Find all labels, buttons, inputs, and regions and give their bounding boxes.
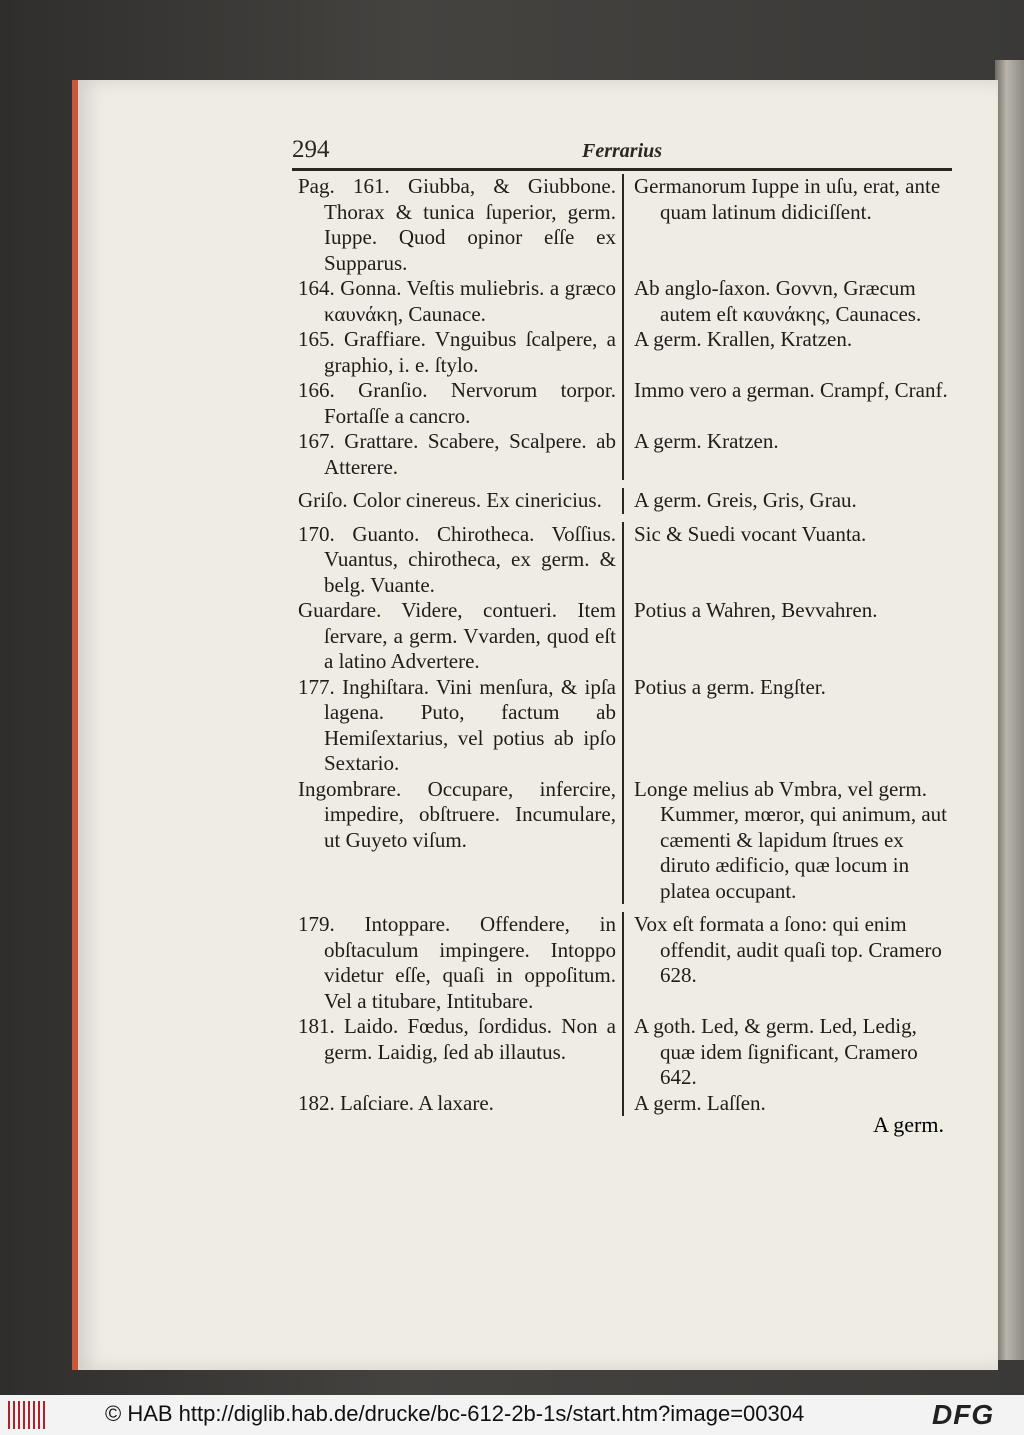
spacer <box>292 480 952 488</box>
entry-right <box>622 378 952 429</box>
entry-text: 164. Gonna. Veſtis muliebris. a græco καυνάκη, Caunace. <box>298 276 616 326</box>
entry-right <box>622 777 952 905</box>
header-rule <box>292 168 952 171</box>
entry-row <box>292 598 952 675</box>
entry-right <box>622 1014 952 1091</box>
entry-left <box>292 429 622 480</box>
entry-left <box>292 378 622 429</box>
entry-text: 177. Inghiſtara. Vini menſura, & ipſa lagena. Puto, factum ab Hemiſextarius, vel potius ab ipſo Sextario. <box>298 674 616 775</box>
entry-text: Longe melius ab Vmbra, vel germ. Kummer, mœror, qui animum, aut cæmenti & lapidum ſtrues ex diruto ædificio, quæ locum in platea occupant. <box>634 776 948 903</box>
entry-text: 179. Intoppare. Offendere, in obſtaculum impingere. Intoppo videtur eſſe, quaſi in oppoſitum. Vel a titubare, Intitubare. <box>298 912 616 1013</box>
entry-text: 170. Guanto. Chirotheca. Voſſius. Vuantus, chirotheca, ex germ. & belg. Vuante. <box>298 521 616 597</box>
entry-right <box>622 174 952 276</box>
entry-text: Immo vero a german. Crampf, Cranf. <box>634 378 948 402</box>
entry-row <box>292 378 952 429</box>
spacer <box>292 514 952 522</box>
spacer <box>292 904 952 912</box>
book-edge <box>995 60 1024 1360</box>
entry-text: Pag. 161. Giubba, & Giubbone. Thorax & tunica ſuperior, germ. Iuppe. Quod opinor eſſe ex Supparus. <box>298 174 616 275</box>
entry-left <box>292 327 622 378</box>
entry-text: Germanorum Iuppe in uſu, erat, ante quam latinum didiciſſent. <box>634 174 941 224</box>
entry-left <box>292 488 622 514</box>
entry-text: A germ. Laſſen. <box>634 1090 766 1115</box>
entry-row <box>292 522 952 599</box>
footer-url[interactable]: © HAB http://diglib.hab.de/drucke/bc-612-2b-1s/start.htm?image=00304 <box>105 1401 805 1426</box>
entry-row <box>292 174 952 276</box>
entry-right <box>622 522 952 599</box>
entry-left <box>292 598 622 675</box>
entry-text: Ab anglo-ſaxon. Govvn, Græcum autem eſt καυνάκης, Caunaces. <box>634 276 922 326</box>
entry-text: 182. Laſciare. A laxare. <box>298 1090 494 1115</box>
entry-row <box>292 488 952 514</box>
entry-text: Griſo. Color cinereus. Ex cinericius. <box>298 488 602 512</box>
catchword: A germ. <box>873 1112 944 1137</box>
entry-right <box>622 675 952 777</box>
entry-row <box>292 429 952 480</box>
entry-right <box>622 429 952 480</box>
entry-text: 165. Graffiare. Vnguibus ſcalpere, a graphio, i. e. ſtylo. <box>298 327 616 377</box>
entry-text: 181. Laido. Fœdus, ſordidus. Non a germ. Laidig, ſed ab illautus. <box>298 1014 616 1064</box>
entry-right <box>622 598 952 675</box>
entry-right <box>622 488 952 514</box>
entry-text: Potius a Wahren, Bevvahren. <box>634 598 878 622</box>
entry-row <box>292 276 952 327</box>
dfg-logo: DFG <box>932 1399 995 1430</box>
entry-row <box>292 675 952 777</box>
running-head <box>292 136 952 168</box>
entry-text: Ingombrare. Occupare, infercire, impedire, obſtruere. Incumulare, ut Guyeto viſum. <box>298 776 616 852</box>
entry-right <box>622 276 952 327</box>
entry-left <box>292 174 622 276</box>
entry-row <box>292 327 952 378</box>
entry-left <box>292 276 622 327</box>
two-column-text <box>292 174 952 1116</box>
entry-text: 167. Grattare. Scabere, Scalpere. ab Atterere. <box>298 429 616 479</box>
header-title: Ferrarius <box>582 140 663 162</box>
footer-bar <box>0 1395 1024 1435</box>
barcode-icon <box>8 1401 48 1429</box>
entry-text: Vox eſt formata a ſono: qui enim offendit, audit quaſi top. Cramero 628. <box>634 912 942 987</box>
entry-text: A germ. Kratzen. <box>634 429 779 453</box>
entry-row <box>292 777 952 905</box>
entry-text: Sic & Suedi vocant Vuanta. <box>634 521 867 546</box>
entry-text: A germ. Krallen, Kratzen. <box>634 327 853 351</box>
entry-left <box>292 777 622 905</box>
entry-left <box>292 675 622 777</box>
entry-left <box>292 522 622 599</box>
entry-text: Potius a germ. Engſter. <box>634 674 826 699</box>
page-number: 294 <box>292 136 330 163</box>
entry-row <box>292 1014 952 1091</box>
entry-right <box>622 912 952 1014</box>
entry-right <box>622 327 952 378</box>
entry-text: A germ. Greis, Gris, Grau. <box>634 488 857 512</box>
entry-text: A goth. Led, & germ. Led, Ledig, quæ idem ſignificant, Cramero 642. <box>634 1014 918 1089</box>
entry-text: Guardare. Videre, contueri. Item ſervare, a germ. Vvarden, quod eſt a latino Advertere. <box>298 598 616 673</box>
entry-left <box>292 912 622 1014</box>
entry-text: 166. Granſio. Nervorum torpor. Fortaſſe a cancro. <box>298 378 616 428</box>
entry-row <box>292 912 952 1014</box>
entry-left <box>292 1014 622 1091</box>
